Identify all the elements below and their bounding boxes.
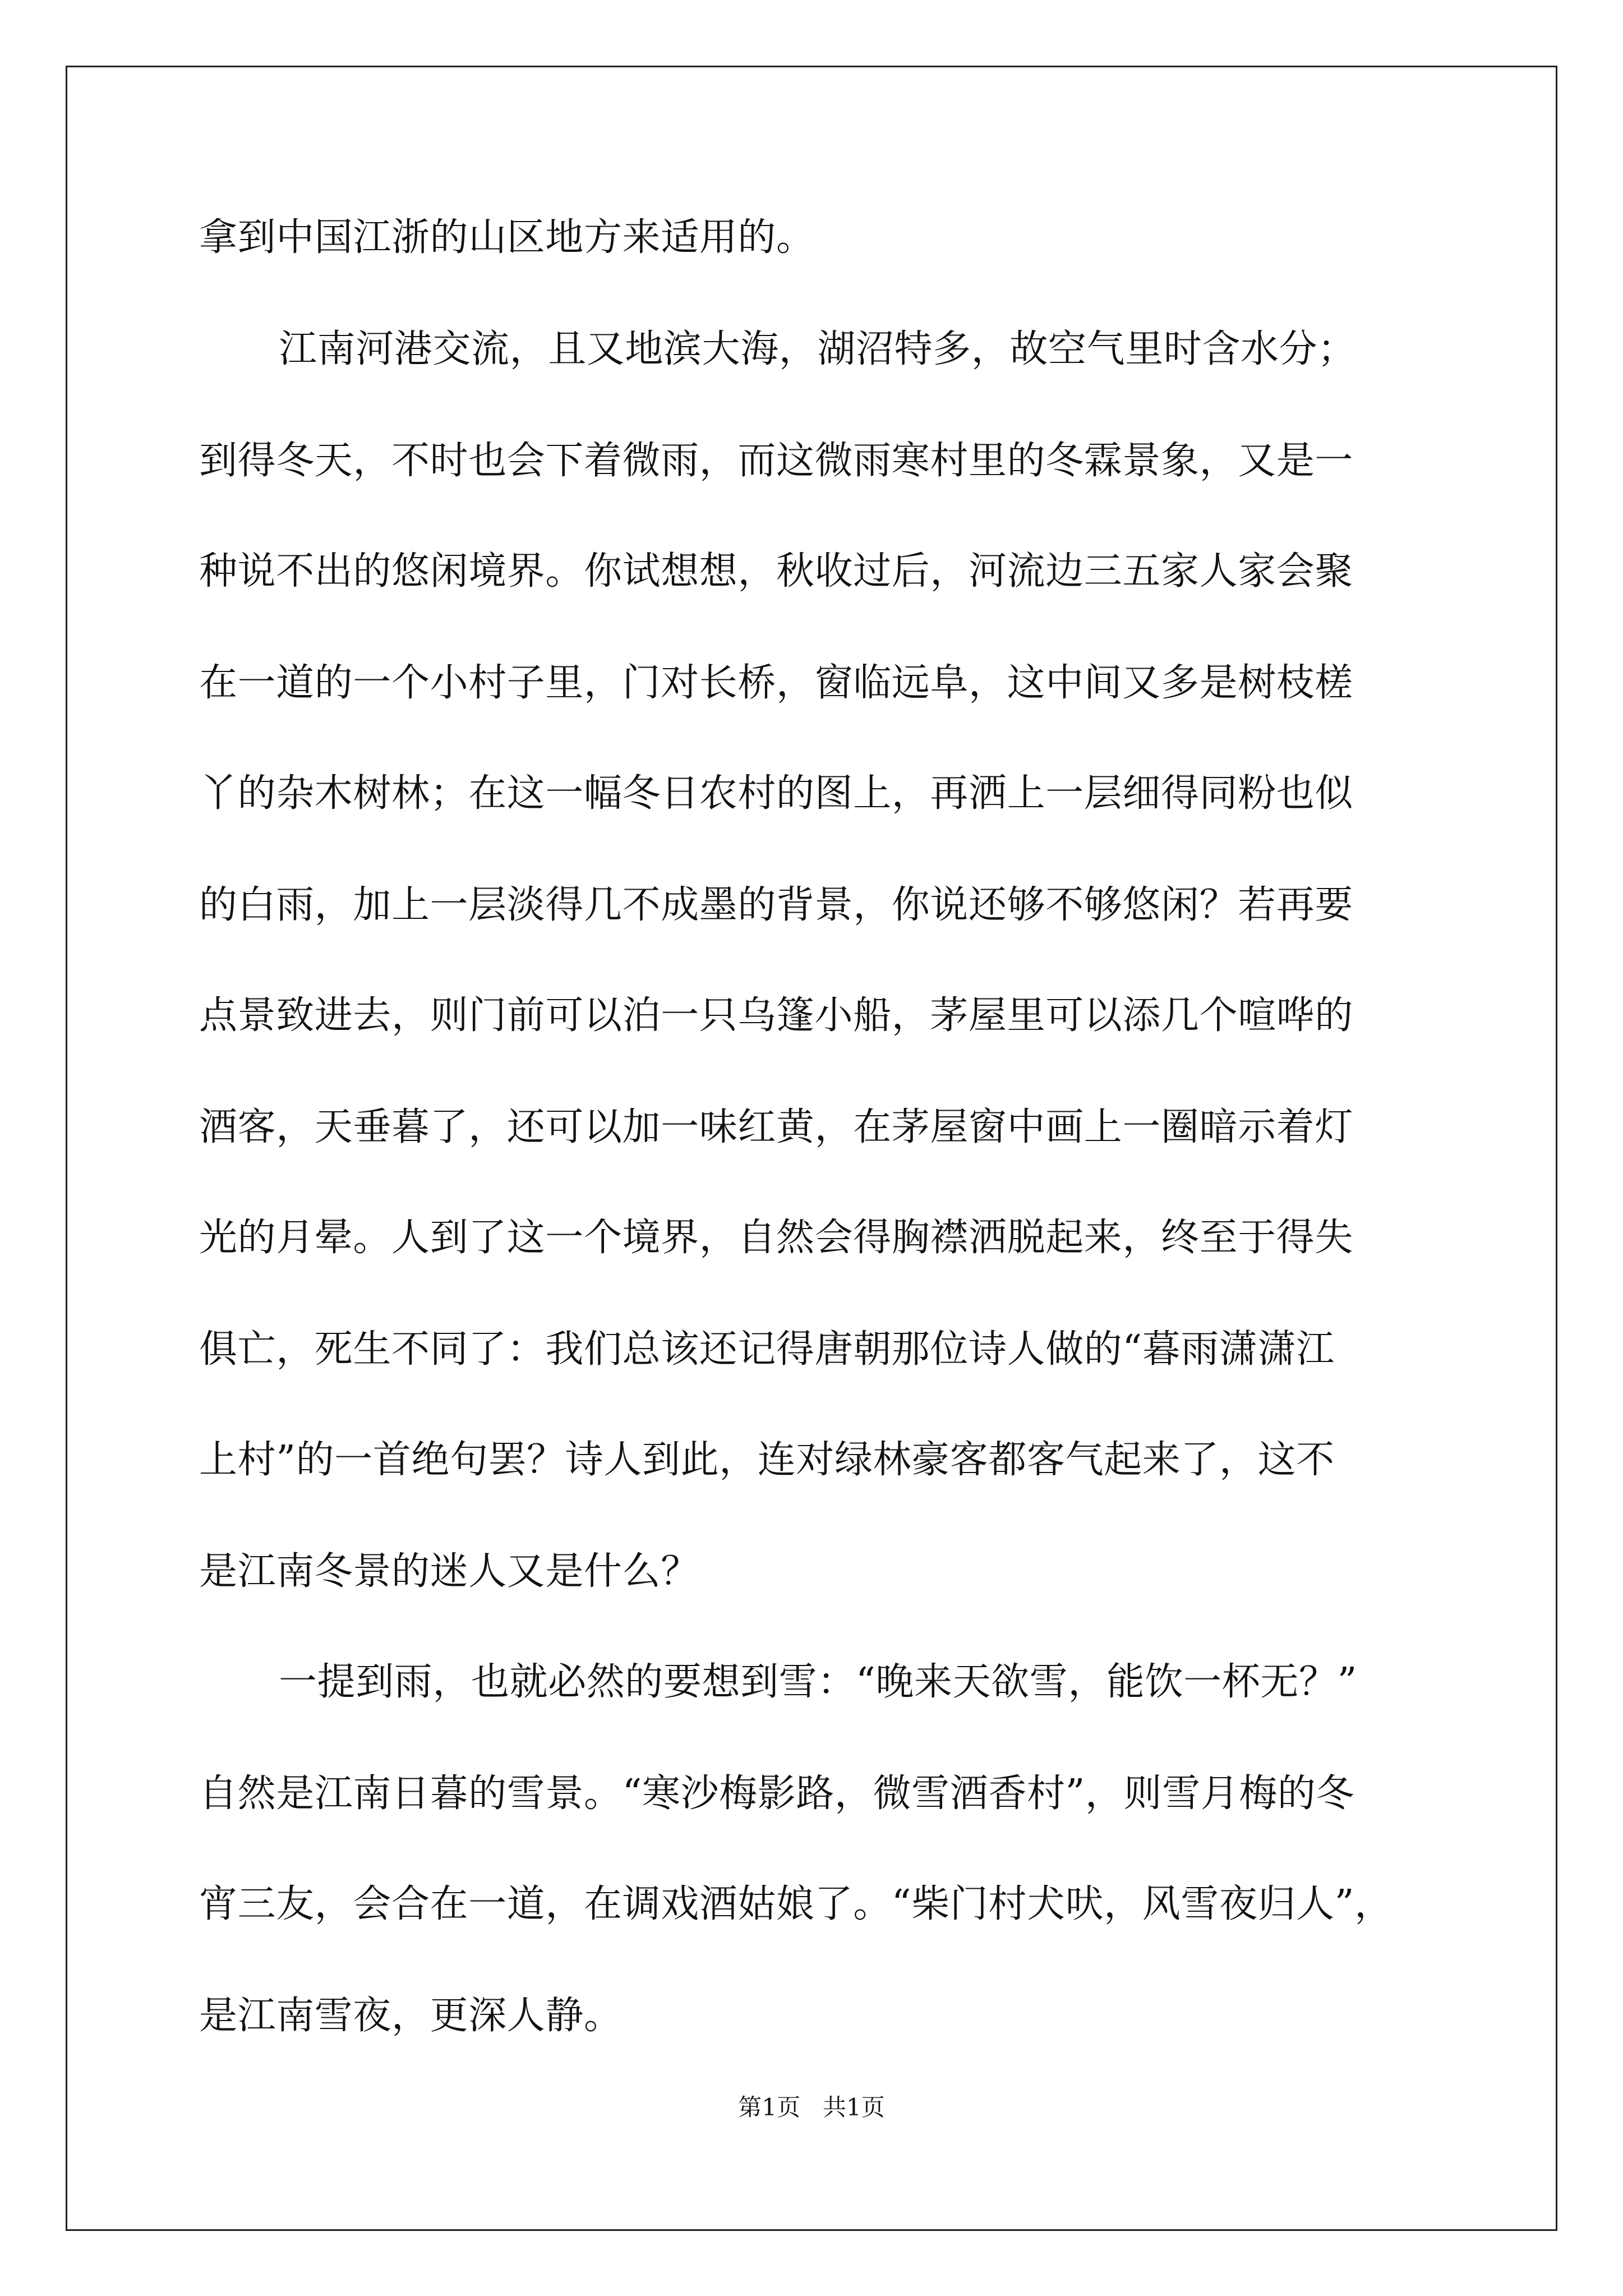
text-line-11: 俱亡，死生不同了：我们总该还记得唐朝那位诗人做的“暮雨潇潇江 (199, 1327, 1335, 1372)
text-line-7: 的白雨，加上一层淡得几不成墨的背景，你说还够不够悠闲？若再要 (199, 883, 1354, 927)
text-line-5: 在一道的一个小村子里，门对长桥，窗临远阜，这中间又多是树枝槎 (199, 661, 1354, 705)
text-line-9: 酒客，天垂暮了，还可以加一味红黄，在茅屋窗中画上一圈暗示着灯 (199, 1105, 1354, 1149)
text-line-17: 是江南雪夜，更深人静。 (199, 1994, 623, 2038)
text-line-4: 种说不出的悠闲境界。你试想想，秋收过后，河流边三五家人家会聚 (199, 549, 1354, 593)
text-line-12: 上村”的一首绝句罢？诗人到此，连对绿林豪客都客气起来了，这不 (199, 1438, 1335, 1482)
text-line-15: 自然是江南日暮的雪景。“寒沙梅影路，微雪酒香村”，则雪月梅的冬 (199, 1772, 1355, 1816)
text-line-1: 拿到中国江浙的山区地方来适用的。 (199, 215, 815, 260)
text-line-10: 光的月晕。人到了这一个境界，自然会得胸襟洒脱起来，终至于得失 (199, 1216, 1354, 1260)
text-line-16: 宵三友，会合在一道，在调戏酒姑娘了。“柴门村犬吠，风雪夜归人”， (199, 1882, 1393, 1926)
text-line-6: 丫的杂木树林；在这一幅冬日农村的图上，再洒上一层细得同粉也似 (199, 771, 1354, 816)
text-line-8: 点景致进去，则门前可以泊一只乌篷小船，茅屋里可以添几个喧哗的 (199, 993, 1354, 1038)
text-line-2-paragraph-start: 江南河港交流，且又地滨大海，湖沼特多，故空气里时含水分； (279, 327, 1356, 371)
text-line-13: 是江南冬景的迷人又是什么？ (199, 1549, 699, 1594)
text-line-3: 到得冬天，不时也会下着微雨，而这微雨寒村里的冬霖景象，又是一 (199, 439, 1354, 483)
page-number-footer: 第1页 共1页 (738, 2093, 885, 2121)
text-line-14-paragraph-start: 一提到雨，也就必然的要想到雪：“晚来天欲雪，能饮一杯无？” (279, 1660, 1357, 1704)
